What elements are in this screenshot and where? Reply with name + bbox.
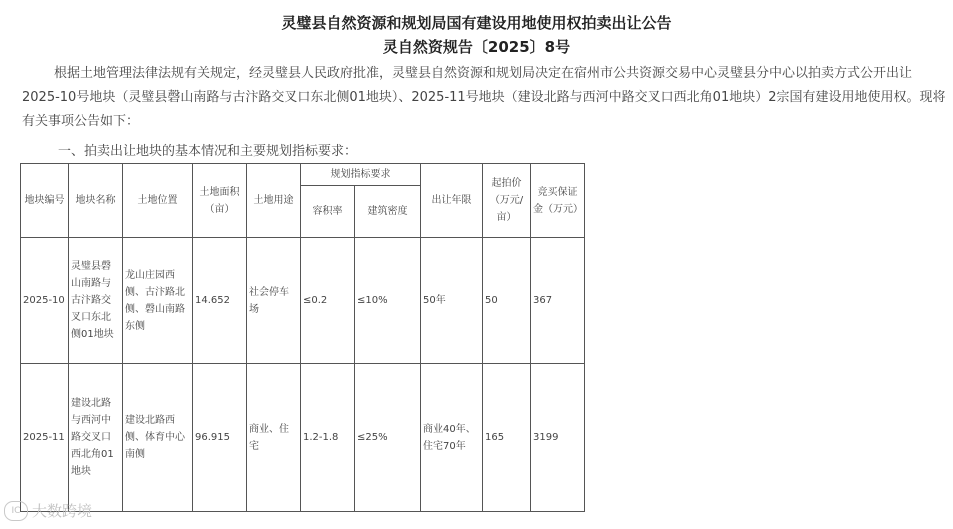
header-parcel-no: 地块编号 [21, 164, 69, 238]
cell-start-price: 50 [483, 238, 531, 364]
cell-parcel-name: 灵璧县磬山南路与古汴路交叉口东北侧01地块 [69, 238, 123, 364]
cell-far: 1.2-1.8 [301, 364, 355, 512]
watermark-text: 大数跨境 [32, 502, 93, 520]
cell-use: 社会停车场 [247, 238, 301, 364]
table-row [21, 238, 585, 364]
section-heading: 一、拍卖出让地块的基本情况和主要规划指标要求： [58, 144, 358, 159]
cell-area: 96.915 [193, 364, 247, 512]
header-planning: 规划指标要求 [301, 164, 421, 186]
intro-paragraph: 根据土地管理法律法规有关规定，经灵璧县人民政府批准，灵璧县自然资源和规划局决定在宿州市公共资源交易中心灵璧县分中心以拍卖方式公开出让2025-10号地块（灵璧县磬山南路与古汴路交叉口东北侧01地块）、2025-11号地块（建设北路与西河中路交叉口西北角01地块）2宗国有建设用地使用权。现将有关事项公告如下： [22, 66, 946, 129]
watermark [4, 500, 92, 521]
header-parcel-name: 地块名称 [69, 164, 123, 238]
watermark-logo-icon: IC [4, 501, 28, 521]
header-term: 出让年限 [421, 164, 483, 238]
cell-term: 50年 [421, 238, 483, 364]
header-use: 土地用途 [247, 164, 301, 238]
header-area: 土地面积（亩） [193, 164, 247, 238]
cell-parcel-name: 建设北路与西河中路交叉口西北角01地块 [69, 364, 123, 512]
cell-parcel-no: 2025-10 [21, 238, 69, 364]
header-density: 建筑密度 [355, 186, 421, 238]
cell-area: 14.652 [193, 238, 247, 364]
cell-density: ≤10% [355, 238, 421, 364]
parcel-table [20, 163, 585, 512]
cell-location: 龙山庄园西侧、古汴路北侧、磬山南路东侧 [123, 238, 193, 364]
document-number: 灵自然资规告〔2025〕8号 [382, 38, 571, 56]
header-deposit: 竞买保证金（万元） [531, 164, 585, 238]
cell-use: 商业、住宅 [247, 364, 301, 512]
cell-parcel-no: 2025-11 [21, 364, 69, 512]
header-far: 容积率 [301, 186, 355, 238]
cell-term: 商业40年、住宅70年 [421, 364, 483, 512]
cell-density: ≤25% [355, 364, 421, 512]
cell-deposit: 367 [531, 238, 585, 364]
notice-title: 灵璧县自然资源和规划局国有建设用地使用权拍卖出让公告 [281, 14, 672, 32]
cell-location: 建设北路西侧、体育中心南侧 [123, 364, 193, 512]
table-row [21, 364, 585, 512]
cell-far: ≤0.2 [301, 238, 355, 364]
cell-start-price: 165 [483, 364, 531, 512]
header-location: 土地位置 [123, 164, 193, 238]
header-start-price: 起拍价（万元/亩） [483, 164, 531, 238]
cell-deposit: 3199 [531, 364, 585, 512]
